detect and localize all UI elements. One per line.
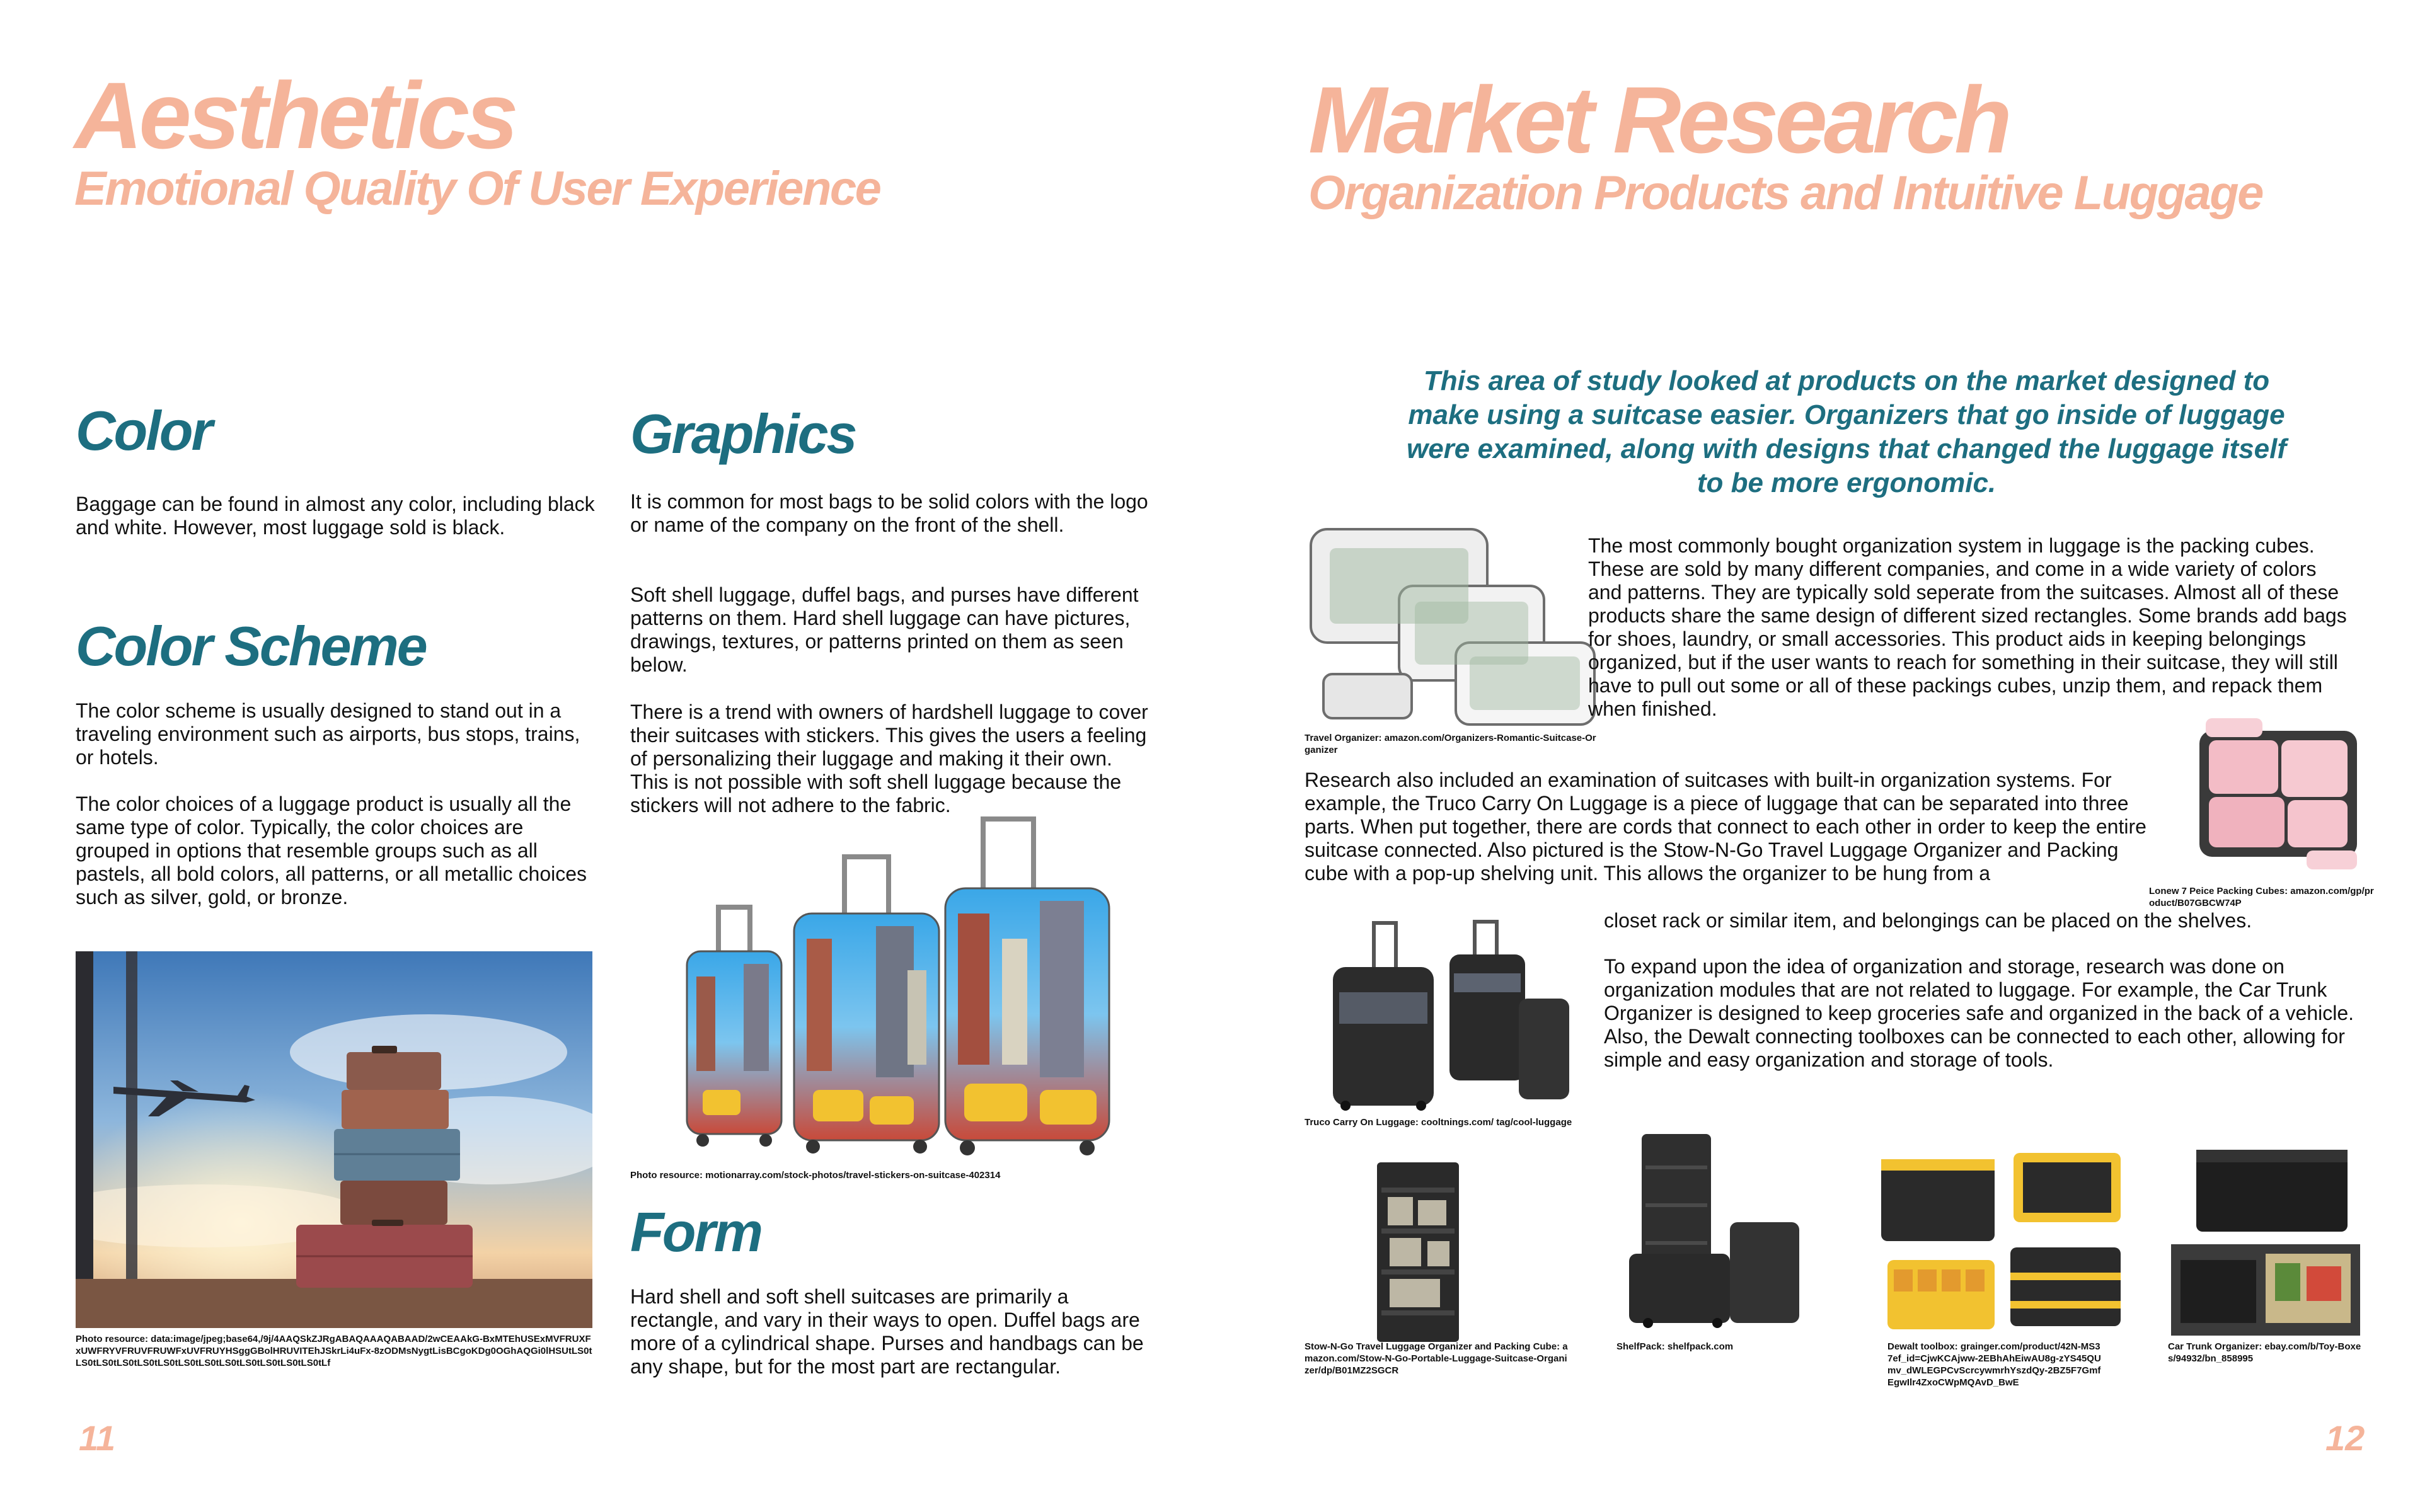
- graphics-text-2: Soft shell luggage, duffel bags, and purses have different patterns on them. Hard shell luggage can have pictures, drawings, textures, or patterns printed on them as seen below.: [630, 583, 1139, 676]
- travel-organizer-photo: [1305, 517, 1601, 731]
- color-scheme-text-2: The color choices of a luggage product is usually all the same type of color. Typically, the color choices are grouped in options that resemble groups such as all pastels, all bold colors, all patterns, or all metallic choices such as silver, gold, or bronze.: [76, 793, 587, 908]
- packing-cubes-paragraph: The most commonly bought organization system in luggage is the packing cubes. These are sold by many different companies, and come in a wide variety of colors and patterns. They are typically sold seperate from the suitcases. Almost all of these products share the same design of different sized rectangles. Some brands add bags for shoes, laundry, or small accessories. This product aids in keeping belongings organized, but if the user wants to reach for something in their suitcase, they will still have to pull out some or all of these packings cubes, unzip them, and repack them when finished.: [1588, 534, 2347, 720]
- built-in-organization-paragraph: Research also included an examination of suitcases with built-in organization systems. For example, the Truco Carry On Luggage is a piece of luggage that can be separated into three parts. When put together, there are cords that connect to each other in order to keep the entire suitcase connected. Also pictured is the Stow-N-Go Travel Luggage Organizer and Packing cube with a pop-up shelving unit. This allows the organizer to be hung from a: [1305, 769, 2146, 885]
- graphics-photo-caption: Photo resource: motionarray.com/stock-photos/travel-stickers-on-suitcase-402314: [630, 1170, 1001, 1181]
- form-text: Hard shell and soft shell suitcases are primarily a rectangle, and vary in their ways to open. Duffel bags are more of a cylindrical shape. Purses and handbags can be any shape, but for the most part are rectangular.: [630, 1285, 1144, 1378]
- color-heading: Color: [76, 399, 211, 462]
- color-scheme-heading: Color Scheme: [76, 615, 426, 677]
- color-scheme-text-1: The color scheme is usually designed to stand out in a traveling environment such as airports, bus stops, trains, or hotels.: [76, 699, 580, 769]
- stacked-suitcases-photo: [76, 951, 592, 1328]
- dewalt-toolbox-photo: [1875, 1147, 2127, 1336]
- built-in-organization-continued: closet rack or similar item, and belongings can be placed on the shelves.: [1604, 909, 2252, 932]
- left-page-header: [74, 62, 880, 215]
- car-trunk-organizer-photo: [2171, 1143, 2360, 1336]
- graphics-text-1: It is common for most bags to be solid colors with the logo or name of the company on the front of the shell.: [630, 490, 1148, 536]
- lonew-caption: Lonew 7 Peice Packing Cubes: amazon.com/gp/product/B07GBCW74P: [2149, 886, 2374, 908]
- truco-carry-on-photo: [1314, 917, 1585, 1112]
- shelfpack-caption: ShelfPack: shelfpack.com: [1616, 1341, 1734, 1352]
- truco-caption: Truco Carry On Luggage: cooltnings.com/ tag/cool-luggage: [1305, 1117, 1572, 1128]
- shelfpack-photo: [1604, 1128, 1812, 1329]
- photo-resource-caption: Photo resource: data:image/jpeg;base64,/9j/4AAQSkZJRgABAQAAAQABAAD/2wCEAAkG-BxMTEhUSExMVFRUXFxUWFRYVFRUVFRUWFxUVFRUYHSggGBolHRUVITEhJSkrLi4uFx-8zODMsNygtLisBCgoKDg0OGhAQGi0lHSUtLS0tLS0tLS0tLS0tLS0tLS0tLS0tLS0tLS0tLS0tLS0tLS0tLS0tLf: [76, 1334, 592, 1368]
- organization-modules-paragraph: To expand upon the idea of organization and storage, research was done on organization modules that are not related to luggage. For example, the Car Trunk Organizer is designed to keep groceries safe and organized in the back of a vehicle. Also, the Dewalt connecting toolboxes can be connected to each other, allowing for simple and easy organization and storage of tools.: [1604, 955, 2354, 1071]
- color-text: Baggage can be found in almost any color, including black and white. However, most luggage sold is black.: [76, 493, 595, 539]
- car-trunk-caption: Car Trunk Organizer: ebay.com/b/Toy-Boxes/94932/bn_858995: [2168, 1341, 2361, 1364]
- graphics-text-3: There is a trend with owners of hardshell luggage to cover their suitcases with stickers. This gives the users a feeling of personalizing their luggage and making it their own. This is not possible with soft shell luggage because the stickers will not adhere to the fabric.: [630, 701, 1148, 816]
- travel-organizer-caption: Travel Organizer: amazon.com/Organizers-Romantic-Suitcase-Organizer: [1305, 733, 1596, 755]
- right-page-header: [1308, 67, 2262, 220]
- page-title: Market Research: [1308, 67, 2008, 173]
- intro-statement: This area of study looked at products on the market designed to make using a suitcase easier. Organizers that go inside of luggage were examined, along with designs that changed the luggage itself to be more ergonomic.: [1406, 365, 2287, 498]
- stow-n-go-caption: Stow-N-Go Travel Luggage Organizer and Packing Cube: amazon.com/Stow-N-Go-Portable-Luggage-Suitcase-Organizer/dp/B01MZ2SGCR: [1305, 1341, 1568, 1376]
- form-heading: Form: [630, 1201, 761, 1263]
- page-subtitle: Organization Products and Intuitive Luggage: [1308, 166, 2262, 220]
- graphics-heading: Graphics: [630, 403, 856, 465]
- page-subtitle: Emotional Quality Of User Experience: [74, 162, 880, 215]
- lonew-packing-cubes-photo: [2181, 706, 2370, 888]
- page-number-right: 12: [2325, 1418, 2365, 1458]
- dewalt-caption: Dewalt toolbox: grainger.com/product/42N-MS37ef_id=CjwKCAjww-2EBhAhEiwAU8g-zYS45QUmv_dWLEGPCvScrcywmrhYszdQy-2BZ5F7GmfEgwIlr4ZxoCWpMQAvD_BwE: [1887, 1341, 2101, 1388]
- stow-n-go-photo: [1374, 1162, 1462, 1342]
- page-title: Aesthetics: [74, 62, 515, 168]
- sticker-suitcases-photo: [668, 813, 1122, 1166]
- page-number-left: 11: [79, 1418, 116, 1458]
